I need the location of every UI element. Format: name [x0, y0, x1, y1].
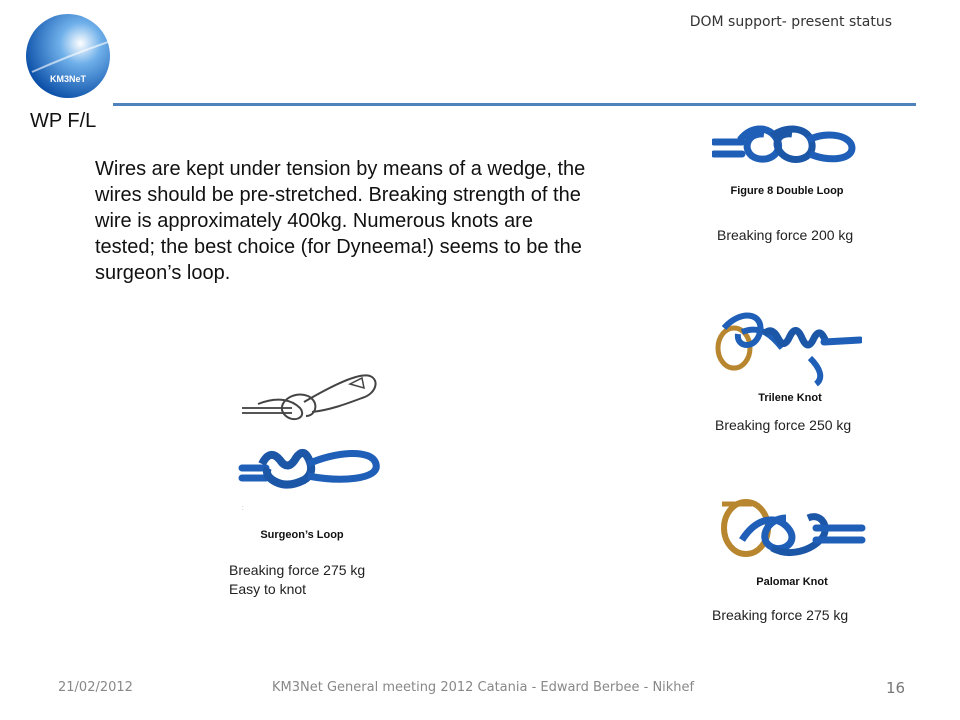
figure8-force-label: Breaking force 200 kg	[717, 227, 854, 243]
trilene-knot-image	[712, 298, 862, 408]
km3net-logo	[24, 12, 112, 100]
surgeons-loop-diagram	[238, 366, 388, 434]
figure8-knot-panel	[712, 120, 862, 198]
footer-date: 21/02/2012	[58, 680, 133, 695]
figure8-knot-image	[712, 120, 862, 198]
trilene-knot-panel	[712, 298, 862, 408]
palomar-knot-panel	[712, 488, 872, 592]
logo-text: KM3NeT	[49, 74, 87, 84]
palomar-caption: Palomar Knot	[756, 576, 828, 588]
surgeons-note: Easy to knot	[229, 581, 307, 597]
work-package-label: WP F/L	[30, 110, 97, 132]
trilene-caption: Trilene Knot	[758, 392, 822, 404]
palomar-knot-image	[712, 488, 872, 592]
body-paragraph: Wires are kept under tension by means of a wedge, the wires should be pre-stretched. Breaking strength of the wire is approximately 400kg. Numerous knots are tested; the best choice (for Dyneema!) seems to be the surgeon’s loop.	[95, 158, 586, 284]
figure8-caption: Figure 8 Double Loop	[730, 185, 844, 197]
surgeons-loop-image	[238, 434, 388, 544]
surgeons-loop-panel	[238, 366, 388, 544]
footer-meeting: KM3Net General meeting 2012 Catania - Edward Berbee - Nikhef	[272, 680, 695, 695]
surgeons-force-label: Breaking force 275 kg	[229, 562, 366, 578]
header-divider	[113, 103, 916, 106]
palomar-force-label: Breaking force 275 kg	[712, 607, 849, 623]
page-title: DOM support- present status	[689, 14, 892, 30]
page-number: 16	[886, 679, 906, 697]
trilene-force-label: Breaking force 250 kg	[715, 417, 852, 433]
svg-text::: :	[242, 506, 244, 512]
surgeons-caption: Surgeon’s Loop	[260, 529, 344, 541]
